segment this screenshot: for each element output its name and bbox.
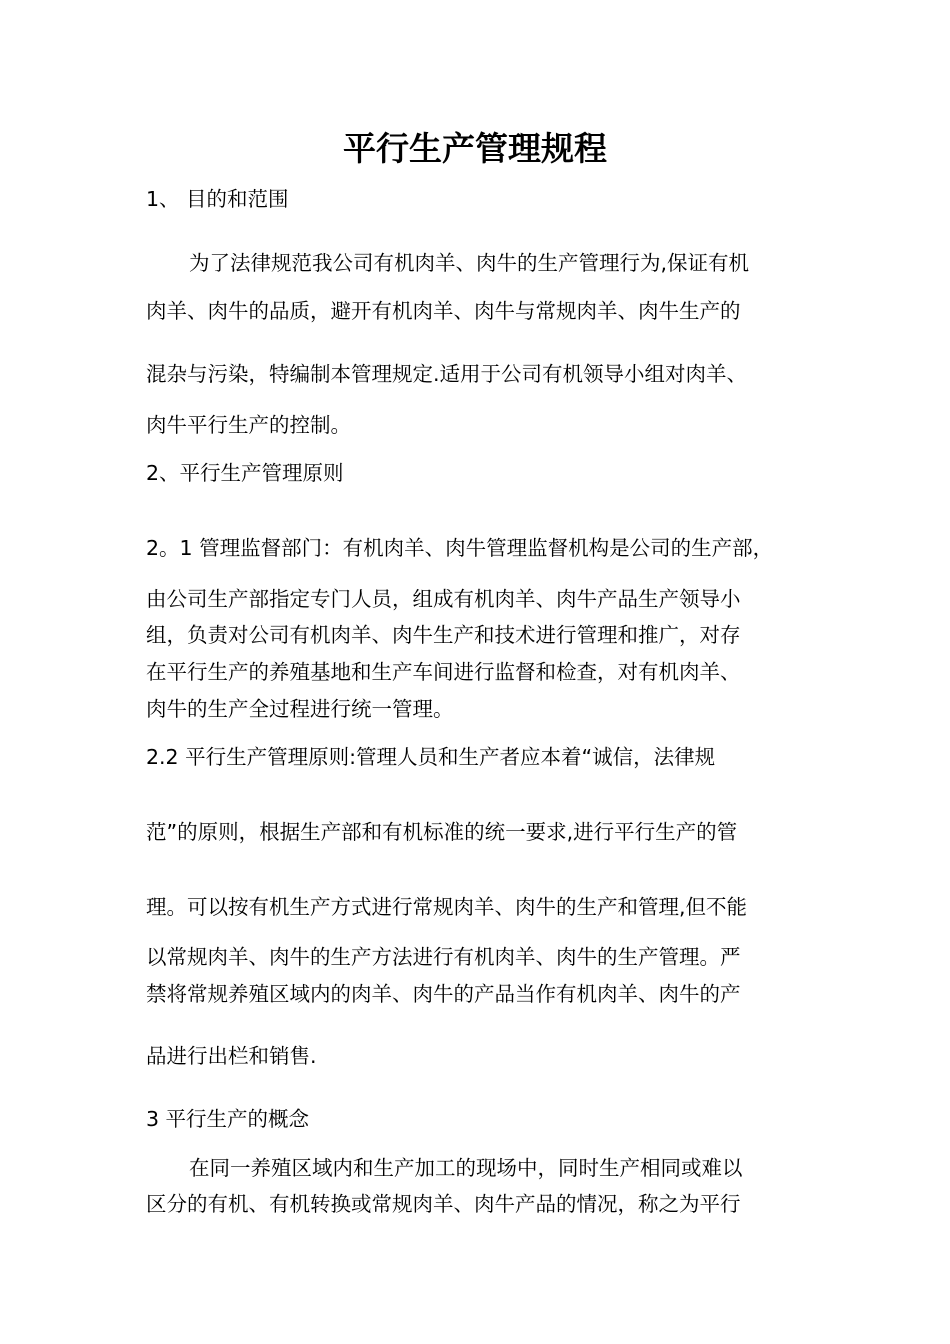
paragraph-1-line-2: 肉羊、肉牛的品质，避开有机肉羊、肉牛与常规肉羊、肉牛生产的 bbox=[146, 299, 741, 323]
paragraph-2-2-line-4: 以常规肉羊、肉牛的生产方法进行有机肉羊、肉牛的生产管理。严 bbox=[146, 945, 741, 969]
document-title: 平行生产管理规程 bbox=[343, 129, 607, 168]
paragraph-1-line-3: 混杂与污染，特编制本管理规定.适用于公司有机领导小组对肉羊、 bbox=[146, 362, 748, 386]
paragraph-1-line-1: 为了法律规范我公司有机肉羊、肉牛的生产管理行为,保证有机 bbox=[189, 251, 750, 275]
paragraph-3-line-1: 在同一养殖区域内和生产加工的现场中，同时生产相同或难以 bbox=[189, 1156, 743, 1180]
paragraph-2-1-line-4: 在平行生产的养殖基地和生产车间进行监督和检查，对有机肉羊、 bbox=[146, 660, 741, 684]
paragraph-2-2-line-3: 理。可以按有机生产方式进行常规肉羊、肉牛的生产和管理,但不能 bbox=[146, 895, 748, 919]
paragraph-2-1-line-2: 由公司生产部指定专门人员，组成有机肉羊、肉牛产品生产领导小 bbox=[146, 587, 741, 611]
section-2-heading: 2、平行生产管理原则 bbox=[146, 461, 344, 485]
paragraph-3-line-2: 区分的有机、有机转换或常规肉羊、肉牛产品的情况，称之为平行 bbox=[146, 1192, 741, 1216]
paragraph-2-2-line-6: 品进行出栏和销售. bbox=[146, 1044, 317, 1068]
paragraph-2-1-line-5: 肉牛的生产全过程进行统一管理。 bbox=[146, 697, 454, 721]
section-1-heading: 1、 目的和范围 bbox=[146, 187, 289, 211]
paragraph-2-2-line-1: 2.2 平行生产管理原则:管理人员和生产者应本着“诚信，法律规 bbox=[146, 745, 716, 769]
paragraph-2-1-line-1: 2。1 管理监督部门：有机肉羊、肉牛管理监督机构是公司的生产部， bbox=[146, 536, 774, 560]
paragraph-1-line-4: 肉牛平行生产的控制。 bbox=[146, 413, 351, 437]
paragraph-2-2-line-2: 范”的原则，根据生产部和有机标准的统一要求,进行平行生产的管 bbox=[146, 820, 738, 844]
paragraph-2-2-line-5: 禁将常规养殖区域内的肉羊、肉牛的产品当作有机肉羊、肉牛的产 bbox=[146, 982, 741, 1006]
section-3-heading: 3 平行生产的概念 bbox=[146, 1107, 310, 1131]
paragraph-2-1-line-3: 组，负责对公司有机肉羊、肉牛生产和技术进行管理和推广，对存 bbox=[146, 623, 741, 647]
